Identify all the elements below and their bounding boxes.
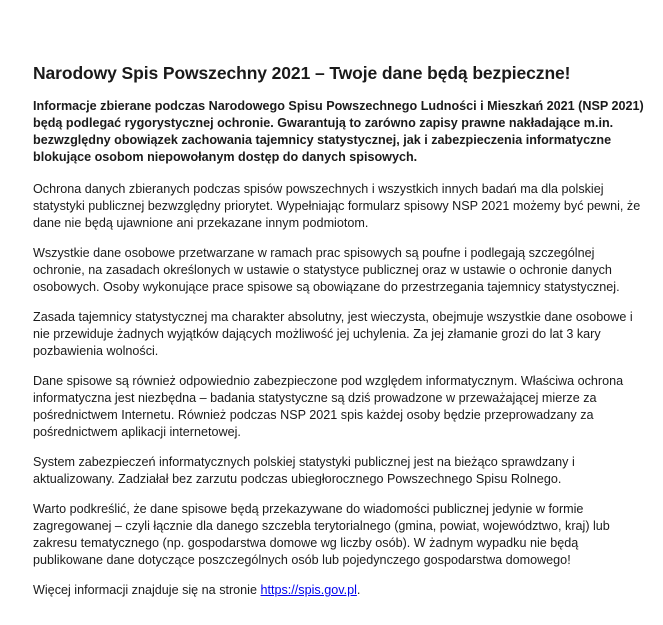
lead-paragraph: Informacje zbierane podczas Narodowego Spisu Powszechnego Ludności i Mieszkań 2021 (NSP 2021) będą podlegać rygorystycznej ochronie. Gwarantują to zarówno zapisy prawne nakładające m.in. bezwzględny obowiązek zachowania tajemnicy statystycznej, jak i zabezpieczenia informatyczne blokujące osobom niepowołanym dostęp do danych spisowych. xyxy=(33,99,644,164)
more-info-paragraph xyxy=(33,582,645,599)
paragraph-data-priority: Ochrona danych zbieranych podczas spisów powszechnych i wszystkich innych badań ma dla polskiej statystyki publicznej bezwzględny priorytet. Wypełniając formularz spisowy NSP 2021 możemy być pewni, że dane nie będą ujawnione ani przekazane innym podmiotom. xyxy=(33,182,641,230)
more-info-text: Więcej informacji znajduje się na stronie xyxy=(33,583,261,597)
article xyxy=(33,62,645,612)
paragraph-statistical-secrecy: Zasada tajemnicy statystycznej ma charakter absolutny, jest wieczysta, obejmuje wszystkie dane osobowe i nie przewiduje żadnych wyjątków dających możliwość jej uchylenia. Za jej złamanie grozi do lat 3 kary pozbawienia wolności. xyxy=(33,310,633,358)
page-title: Narodowy Spis Powszechny 2021 – Twoje dane będą bezpieczne! xyxy=(33,63,571,83)
paragraph-it-security: Dane spisowe są również odpowiednio zabezpieczone pod względem informatycznym. Właściwa ochrona informatyczna jest niezbędna – badania statystyczne są dziś prowadzone w przeważającej mierze za pośrednictwem Internetu. Również podczas NSP 2021 spis każdej osoby będzie przeprowadzany za pośrednictwem aplikacji internetowej. xyxy=(33,374,624,439)
more-info-suffix: . xyxy=(356,583,361,597)
spis-website-link[interactable]: https://spis.gov.pl xyxy=(260,583,357,597)
paragraph-personal-data: Wszystkie dane osobowe przetwarzane w ramach prac spisowych są poufne i podlegają szczególnej ochronie, na zasadach określonych w ustawie o statystyce publicznej oraz w ustawie o ochronie danych osobowych. Osoby wykonujące prace spisowe są obowiązane do przestrzegania tajemnicy statystycznej. xyxy=(33,246,620,294)
paragraph-security-system: System zabezpieczeń informatycznych polskiej statystyki publicznej jest na bieżąco sprawdzany i aktualizowany. Zadziałał bez zarzutu podczas ubiegłorocznego Powszechnego Spisu Rolnego. xyxy=(33,455,575,486)
paragraph-aggregated-data: Warto podkreślić, że dane spisowe będą przekazywane do wiadomości publicznej jedynie w formie zagregowanej – czyli łącznie dla danego szczebla terytorialnego (gmina, powiat, województwo, kraj) lub zakresu tematycznego (np. gospodarstwa domowe wg liczby osób). W żadnym wypadku nie będą publikowane dane dotyczące poszczególnych osób lub pojedynczego gospodarstwa domowego! xyxy=(33,502,610,567)
